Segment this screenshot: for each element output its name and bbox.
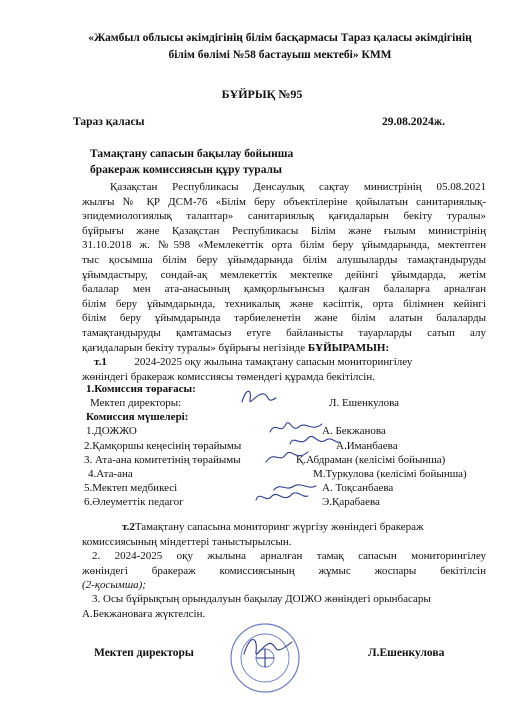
preamble-line: тыс қосымша білім беру ұйымдарында білім алушыларды тамақтандыруды [82, 253, 486, 266]
member-name: А. Бекжанова [322, 425, 386, 437]
member-signature [250, 486, 310, 510]
org-line-2: білім бөлімі №58 бастауыш мектебі» КММ [168, 49, 392, 61]
member-role: 1.ДОЖЖО [86, 425, 137, 437]
item-1 [82, 355, 486, 384]
preamble-line: балалар мен ата-анасының қамқорлығынсыз қалған балаларға арналған [82, 283, 486, 296]
member-name: А.Иманбаева [336, 440, 398, 452]
preamble [82, 180, 486, 355]
member-name: А. Тоқсанбаева [322, 482, 394, 494]
director-signature [236, 384, 280, 410]
order-date: 29.08.2024ж. [382, 116, 445, 128]
chair-name: Л. Ешенкулова [329, 397, 400, 409]
item-4-line-2: А.Бекжановаға жүктелсін. [82, 607, 206, 620]
preamble-line: білім беру ұйымдарында тәрбиеленетін және білім алатын балаларды [82, 312, 486, 325]
preamble-line: эпидемиологиялық талаптар» санитариялық қағидаларын бекіту туралы» [82, 210, 486, 223]
preamble-last-line [82, 341, 486, 356]
organization-name [60, 30, 500, 64]
footer-role: Мектеп директоры [94, 647, 194, 659]
member-role: 5.Мектеп медбикесі [84, 482, 178, 494]
item-1-text-2: жөніндегі бракераж комиссиясы төмендегі құрамда бекітілсін. [82, 370, 375, 383]
subject-line-1: Тамақтану сапасын бақылау бойынша [90, 148, 294, 160]
city: Тараз қаласы [73, 116, 145, 128]
item-3-line-1: 2. 2024-2025 оқу жылына арналған тамақ сапасын мониторингілеу [92, 550, 486, 562]
preamble-line: ұйымдастыру, сондай-ақ мемлекеттік мектепке дейінгі ұйымдарда, жетім [82, 268, 486, 281]
preamble-line: жылғы № ҚР ДСМ-76 «Білім беру объектілеріне қойылатын санитариялық- [82, 195, 486, 208]
member-role: 3. Ата-ана комитетінің төрайымы [84, 454, 241, 466]
item-4 [82, 592, 486, 621]
item-3-line-3: (2-қосымша); [82, 579, 146, 592]
item-2-text-2: комиссиясының міндеттері таныстырылсын. [82, 535, 292, 548]
order-subject [90, 146, 293, 178]
members-heading: Комиссия мүшелері: [86, 411, 189, 423]
item-1-text: 2024-2025 оқу жылына тамақтану сапасын мониторингілеу [134, 356, 413, 368]
member-signature [262, 446, 312, 468]
member-role: 6.Әлеуметтік педагог [84, 496, 184, 508]
item-4-line-1: 3. Осы бұйрықтың орындалуын бақылау ДОІЖО жөніндегі орынбасары [92, 593, 431, 605]
order-word: БҰЙЫРАМЫН: [307, 341, 390, 354]
preamble-line: Қазақстан Республикасы Денсаулық сақтау министрінің 05.08.2021 [110, 181, 486, 193]
item-2-text: Тамақтану сапасына мониторинг жүргізу жөніндегі бракераж [134, 521, 424, 533]
member-role: 4.Ата-ана [88, 468, 133, 480]
item-1-label: т.1 [94, 356, 107, 368]
preamble-line: 31.10.2018 ж. №598 «Мемлекеттік орта білім беру ұйымдарында, мектептен [82, 239, 486, 252]
member-name: Қ.Абдраман (келісімі бойынша) [296, 454, 446, 466]
item-2 [82, 520, 486, 549]
chair-role: Мектеп директоры: [90, 397, 182, 409]
preamble-line: бұйрығы және Қазақстан Республикасы Білім және ғылым министрінің [82, 224, 486, 237]
chair-heading: 1.Комиссия төрағасы: [86, 383, 196, 395]
preamble-last-text: қағидаларын бекіту туралы» бұйрығы негізінде [82, 341, 308, 354]
footer-name: Л.Ешенкулова [368, 647, 445, 659]
item-2-label: т.2 [122, 521, 135, 533]
item-3-line-2: жөніндегі бракераж комиссиясының жұмыс жоспары бекітілсін [82, 564, 486, 577]
item-3 [82, 549, 486, 593]
member-name: Э.Қарабаева [322, 496, 380, 508]
director-signature-footer [238, 630, 298, 664]
member-name: М.Туркулова (келісімі бойынша) [313, 468, 467, 480]
member-role: 2.Қамқоршы кеңесінің төрайымы [84, 440, 242, 452]
preamble-line: білім беру ұйымдарында, техникалық және кәсіптік, орта білімнен кейінгі [82, 297, 486, 310]
order-title: БҰЙРЫҚ №95 [221, 87, 303, 101]
org-line-1: «Жамбыл облысы әкімдігінің білім басқармасы Тараз қаласы әкімдігінің [88, 32, 472, 44]
preamble-line: тамақтандыруды қамтамасыз етуге байланысты тауарларды сатып алу [82, 326, 486, 339]
subject-line-2: бракераж комиссиясын құру туралы [90, 164, 282, 176]
